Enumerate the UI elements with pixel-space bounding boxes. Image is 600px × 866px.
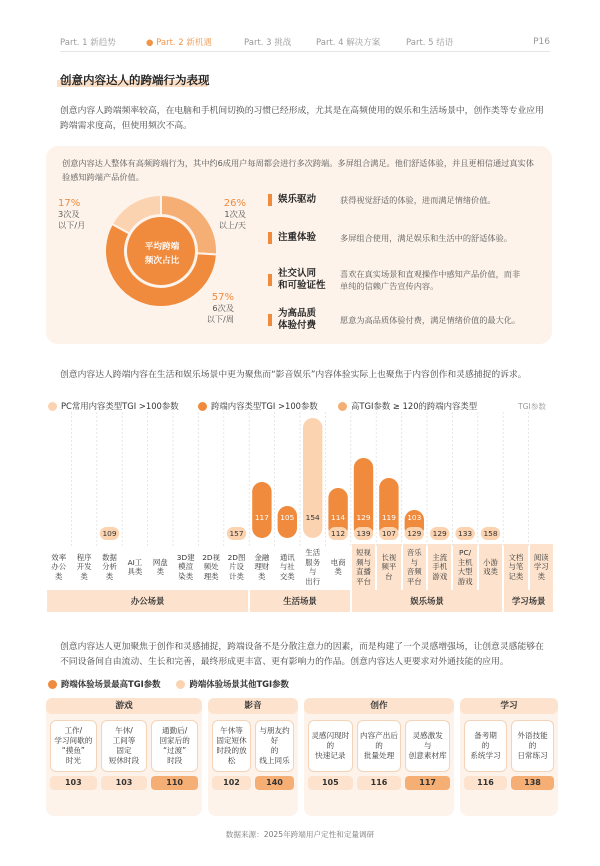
cross-tgi-value: 114	[331, 513, 346, 522]
scene-group-label: 学习场景	[504, 590, 553, 612]
scene-cell-line: 的	[326, 741, 335, 750]
cross-tgi-value: 154	[305, 513, 320, 522]
feature-item	[268, 194, 496, 206]
category-line: 生活	[305, 548, 321, 557]
page-number: P16	[533, 37, 550, 47]
scene-cell-line: 固定短休	[216, 736, 247, 745]
cross-tgi-value: 119	[381, 513, 396, 522]
scene-tgi-value: 103	[101, 776, 148, 790]
category-label	[530, 544, 553, 590]
scene-tgi-value: 138	[511, 776, 554, 790]
scene-cell-line: 的	[270, 746, 279, 755]
category-line: 通讯	[279, 552, 295, 562]
category-line: 主流	[432, 552, 448, 562]
scene-cell-line: 灵感闪现时	[311, 731, 350, 740]
slice-label-monthly	[58, 198, 98, 231]
scene-group-label: 娱乐场景	[352, 590, 502, 612]
category-line: 类	[54, 571, 63, 581]
category-line: 数据	[102, 552, 117, 562]
legend-text: 跨端内容类型TGI >100参数	[211, 401, 318, 411]
pc-tgi-value: 157	[229, 529, 244, 538]
category-label	[98, 544, 121, 590]
scene-cell-line: 时段	[167, 756, 183, 765]
category-label	[403, 544, 426, 590]
nav-item[interactable]: Part. 3 挑战	[244, 38, 292, 48]
category-line: 2D视	[202, 552, 220, 562]
category-line: 交类	[279, 571, 295, 581]
category-line: 台	[385, 571, 393, 581]
scene-cell-line: “摸鱼”	[61, 746, 85, 755]
category-line: 类	[258, 571, 266, 581]
feature-desc	[340, 194, 496, 206]
slice-label-text: 6次及	[212, 303, 234, 313]
category-line: 办公	[51, 562, 67, 572]
feature-marker	[268, 194, 272, 206]
feature-title	[278, 268, 340, 292]
category-label	[479, 544, 502, 590]
scene-cell-line: 与朋友约好	[259, 726, 290, 745]
feature-title-line: 为高品质	[278, 308, 317, 319]
scene-column-header: 游戏	[46, 698, 202, 714]
cross-tgi-value: 129	[356, 513, 371, 522]
category-line: 分析	[102, 562, 117, 572]
bottom-legend	[48, 678, 305, 690]
scene-tgi-value: 117	[405, 776, 450, 790]
legend-text: 高TGI参数 ≥ 120的跨端内容类型	[351, 401, 478, 411]
feature-title-line: 注重体验	[278, 232, 317, 243]
category-line: 出行	[305, 576, 321, 586]
scene-cell-line: 的	[375, 741, 383, 750]
scene-cell-line: 系统学习	[470, 751, 501, 760]
slice-label-text: 以下/周	[206, 314, 234, 324]
scene-column	[304, 698, 454, 816]
feature-item	[268, 232, 512, 244]
category-line: 2D图	[227, 552, 246, 562]
feature-desc	[340, 314, 520, 326]
chart-legend	[48, 400, 538, 412]
scene-cell-line: 的	[481, 741, 490, 750]
pc-tgi-value: 129	[432, 529, 447, 538]
feature-desc	[340, 268, 520, 292]
feature-marker	[268, 314, 272, 326]
nav-divider	[60, 51, 550, 52]
category-line: 理财	[254, 562, 270, 572]
category-line: 手机	[432, 562, 448, 572]
scene-cell-line: 工间等	[112, 736, 136, 745]
category-label	[174, 544, 197, 590]
category-line: 记类	[508, 571, 524, 581]
category-line: 效率	[51, 552, 67, 562]
scene-table	[46, 698, 554, 816]
scene-cell-line: 内容产出后	[360, 731, 398, 740]
pc-tgi-value: 109	[102, 529, 117, 538]
pc-tgi-value: 158	[483, 529, 498, 538]
scene-cell-line: 工作/	[64, 726, 83, 735]
category-line: 类	[105, 571, 114, 581]
category-label	[276, 544, 299, 590]
bottom-legend-swatch	[176, 680, 185, 689]
category-label	[149, 544, 172, 590]
scene-column-header: 影音	[208, 698, 298, 714]
scene-tgi-value: 103	[50, 776, 97, 790]
slice-label-text: 以下/月	[58, 220, 86, 230]
category-label	[123, 544, 146, 590]
category-label	[199, 544, 222, 590]
section-intro: 创意内容人跨端频率较高，在电脑和手机间切换的习惯已经形成，尤其是在高频使用的娱乐和生活场景中，创作类等专业应用跨端需求度高，但使用频次不高。	[60, 106, 544, 131]
feature-desc-line: 多屏组合使用，满足娱乐和生活中的舒适体验。	[340, 233, 512, 243]
scene-cell-line: 批量处理	[363, 751, 395, 760]
data-source: 数据来源：2025年跨端用户定性和定量调研	[225, 830, 375, 839]
feature-desc-line: 喜欢在真实场景和直观操作中感知产品价值，而非	[340, 269, 521, 279]
category-label	[250, 544, 273, 590]
scene-cell-line: 回家后的	[159, 736, 190, 745]
pc-tgi-value: 129	[407, 529, 422, 538]
scene-cell-line: 创意素材库	[408, 751, 447, 760]
category-line: PC/	[459, 548, 472, 557]
scene-group-label: 生活场景	[250, 590, 350, 612]
feature-desc	[340, 232, 512, 244]
feature-marker	[268, 274, 272, 286]
bottom-legend-item	[176, 678, 288, 690]
category-line: 类	[80, 571, 88, 581]
category-line: 学习	[533, 562, 549, 572]
donut-center-label	[130, 240, 194, 268]
bottom-legend-text: 跨端体验场景其他TGI参数	[189, 679, 289, 689]
category-labels	[46, 542, 554, 590]
scene-cell-line: “过渡”	[163, 746, 187, 755]
category-line: 音频	[406, 567, 422, 576]
pc-tgi-value: 133	[458, 529, 473, 538]
slice-label-weekly	[188, 292, 234, 325]
category-label	[504, 544, 527, 590]
category-label	[377, 544, 400, 590]
category-line: 服务	[305, 557, 321, 567]
summary-text: 创意内容达人整体有高频跨端行为，其中约6成用户每周都会进行多次跨端。多屏组合满足。他们舒适体验，并且更相信通过真实体验感知跨端产品价值。	[62, 158, 534, 182]
slice-label-text: 3次及	[58, 209, 80, 219]
bottom-intro: 创意内容达人更加聚焦于创作和灵感捕捉，跨端设备不是分散注意力的因素，而是构建了一个灵感增强场，让创意灵感能够在不同设备间自由流动、生长和完善，最终形成更丰富、更有影响力的作品。创意内容达人更要求对外通技能的应用。	[60, 642, 544, 667]
feature-title-line: 社交认同	[278, 268, 317, 279]
scene-column-header: 创作	[304, 698, 454, 714]
category-label	[326, 544, 349, 590]
scene-groups	[46, 590, 554, 612]
category-line: 游戏	[432, 571, 448, 581]
feature-title-line: 体验付费	[278, 320, 317, 331]
category-label	[453, 544, 476, 590]
legend-text: PC常用内容类型TGI >100参数	[61, 401, 179, 411]
scene-cell-line: 快速记录	[315, 751, 346, 760]
category-line: 长视	[381, 552, 397, 562]
nav-item[interactable]: Part. 1 新趋势	[60, 38, 116, 48]
feature-title	[278, 308, 340, 332]
category-line: 音乐	[406, 548, 422, 557]
section-title: 创意内容达人的跨端行为表现	[60, 73, 210, 87]
cross-tgi-value: 103	[407, 513, 422, 522]
category-line: 小游	[483, 557, 498, 567]
legend-swatch	[48, 402, 57, 411]
scene-cell-line: 午休/	[115, 726, 133, 735]
category-line: 模渲	[178, 562, 194, 572]
category-line: 频与	[356, 557, 371, 567]
scene-cell-line: 短休时段	[108, 756, 140, 765]
scene-cell-line: 午休等	[220, 726, 243, 735]
scene-cell	[308, 720, 353, 772]
feature-item	[268, 268, 520, 292]
category-line: 短视	[356, 548, 371, 557]
scene-cell-line: 与	[423, 741, 432, 750]
category-line: 平台	[406, 576, 422, 586]
feature-desc-line: 获得视觉舒适的体验，进而满足情绪价值。	[340, 195, 496, 205]
nav-item[interactable]: Part. 4 解决方案	[316, 38, 381, 48]
scene-cell	[255, 720, 294, 772]
category-line: 与笔	[508, 562, 524, 572]
cross-tgi-value: 117	[254, 513, 269, 522]
nav-item[interactable]: Part. 5 结语	[406, 38, 454, 48]
category-line: 开发	[76, 562, 92, 572]
cross-tgi-bar	[252, 482, 271, 538]
scene-cell-line: 时段的放松	[216, 746, 247, 765]
bottom-legend-text: 跨端体验场景最高TGI参数	[61, 679, 161, 689]
scene-cell-line: 外语技能	[517, 731, 548, 740]
category-line: 频处	[203, 562, 219, 572]
slice-label-daily	[206, 198, 246, 231]
scene-cell-line: 学习间歇的	[54, 736, 93, 745]
category-line: 平台	[356, 576, 371, 586]
scene-column-header: 学习	[460, 698, 558, 714]
scene-cell-line: 的	[528, 741, 537, 750]
legend-item	[338, 400, 538, 412]
category-line: 游戏	[457, 576, 473, 586]
scene-cell	[50, 720, 97, 772]
legend-swatch	[198, 402, 207, 411]
category-line: 类	[156, 567, 164, 576]
category-line: 戏类	[483, 567, 498, 576]
legend-item	[48, 400, 198, 412]
feature-title	[278, 232, 340, 244]
scene-cell	[101, 720, 148, 772]
category-line: 3D建	[176, 552, 195, 562]
donut-center-text: 平均跨端	[144, 242, 180, 252]
scene-cell-line: 固定	[116, 746, 132, 755]
scene-cell-line: 灵感激发	[412, 731, 443, 740]
scene-cell-line: 通勤后/	[161, 726, 188, 735]
scene-cell-line: 时光	[65, 756, 81, 765]
category-line: 与	[308, 567, 317, 576]
slice-percent: 57%	[211, 292, 234, 303]
category-line: 电商	[330, 557, 346, 567]
category-line: 与	[410, 557, 418, 567]
scene-tgi-value: 140	[255, 776, 294, 790]
legend-item	[198, 400, 338, 412]
feature-desc-line: 单纯的信赖广告宣传内容。	[340, 281, 439, 291]
scene-cell	[212, 720, 251, 772]
category-line: 直播	[356, 567, 371, 576]
feature-title-line: 和可验证性	[278, 280, 326, 291]
scene-cell	[357, 720, 402, 772]
category-label	[352, 544, 375, 590]
pc-tgi-value: 107	[381, 529, 396, 538]
scene-tgi-value: 102	[212, 776, 251, 790]
scene-column	[460, 698, 558, 816]
scene-tgi-value: 116	[464, 776, 507, 790]
donut-center-text: 频次占比	[144, 256, 180, 266]
slice-label-text: 1次及	[224, 209, 246, 219]
category-label	[47, 544, 70, 590]
category-line: 网盘	[152, 557, 168, 567]
scene-column	[208, 698, 298, 816]
category-line: 类	[537, 571, 545, 581]
category-line: 类	[334, 567, 342, 576]
category-line: 文档	[508, 552, 524, 562]
nav-item[interactable]: ● Part. 2 新机遇	[146, 38, 212, 48]
bottom-legend-swatch	[48, 680, 57, 689]
category-line: 与社	[279, 562, 295, 572]
category-line: 主机	[457, 557, 473, 567]
scene-cell	[511, 720, 554, 772]
tgi-bar-chart	[46, 412, 554, 546]
scene-cell	[464, 720, 507, 772]
slice-percent: 26%	[223, 198, 246, 209]
feature-title	[278, 194, 340, 206]
category-line: 大型	[457, 567, 473, 576]
pc-tgi-value: 112	[331, 529, 346, 538]
scene-cell-line: 备考期	[474, 731, 497, 740]
feature-title-line: 娱乐驱动	[278, 194, 317, 205]
feature-item	[268, 308, 520, 332]
category-line: 频平	[381, 562, 397, 572]
category-line: 金融	[254, 552, 270, 562]
feature-desc-line: 愿意为高品质体验付费，满足情绪价值的最大化。	[340, 315, 521, 325]
chart-intro: 创意内容达人跨端内容在生活和娱乐场景中更为聚焦而“影音娱乐”内容体验实际上也聚焦于内容创作和灵感捕捉的诉求。	[60, 370, 527, 380]
cross-tgi-bar	[354, 458, 373, 538]
category-line: 片设	[229, 562, 244, 572]
category-label	[225, 544, 248, 590]
category-label	[72, 544, 95, 590]
scene-cell-line: 日常练习	[517, 751, 548, 760]
scene-cell	[151, 720, 198, 772]
feature-marker	[268, 232, 272, 244]
bottom-legend-item	[48, 678, 160, 690]
category-line: 染类	[178, 571, 194, 581]
category-line: 程序	[76, 552, 92, 562]
cross-tgi-value: 105	[280, 513, 295, 522]
scene-tgi-value: 105	[308, 776, 353, 790]
scene-cell-line: 线上同乐	[259, 756, 290, 765]
category-line: 阅读	[533, 552, 549, 562]
scene-group-label: 办公场景	[47, 590, 248, 612]
pc-tgi-value: 139	[356, 529, 371, 538]
category-line: AI工	[127, 557, 143, 567]
slice-label-text: 以上/天	[218, 220, 246, 230]
legend-swatch	[338, 402, 347, 411]
tgi-unit-label: TGI参数	[518, 402, 546, 411]
scene-column	[46, 698, 202, 816]
scene-cell	[405, 720, 450, 772]
category-label	[301, 544, 324, 590]
scene-tgi-value: 116	[357, 776, 402, 790]
scene-tgi-value: 110	[151, 776, 198, 790]
category-label	[428, 544, 451, 590]
top-nav	[60, 34, 550, 50]
cross-tgi-bar	[278, 506, 297, 538]
category-line: 计类	[229, 571, 244, 581]
category-line: 理类	[203, 571, 219, 581]
slice-percent: 17%	[58, 198, 81, 209]
category-line: 具类	[127, 567, 143, 576]
